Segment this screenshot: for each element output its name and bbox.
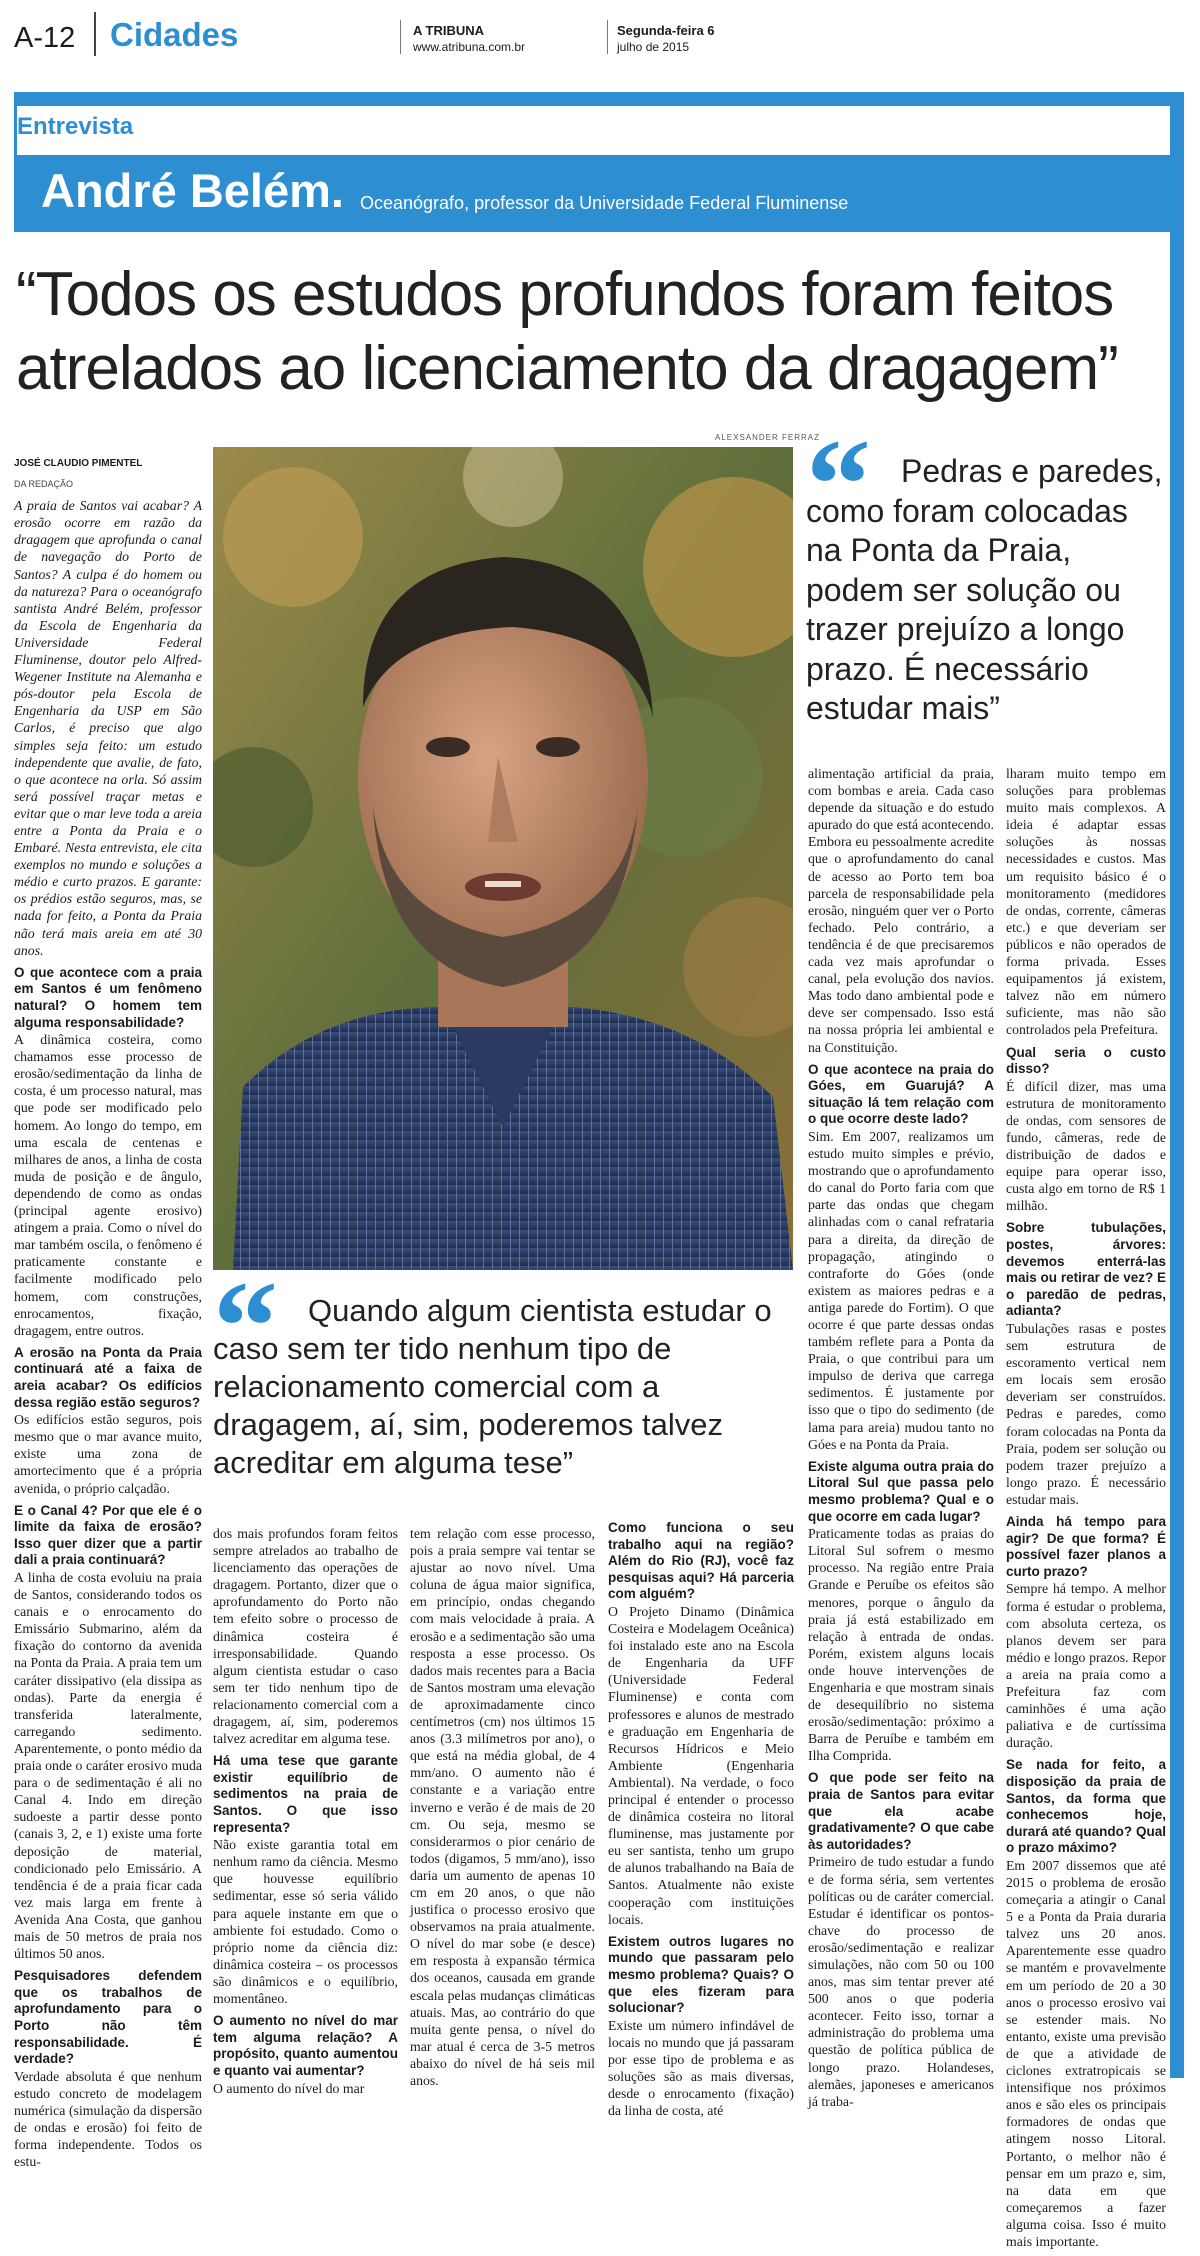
interviewee-banner (17, 155, 1170, 232)
article-column-6 (1006, 765, 1166, 2256)
question: O aumento no nível do mar tem alguma relação? A propósito, quanto aumentou e quanto vai aumentar? (213, 2013, 398, 2078)
header-divider (400, 20, 401, 54)
answer: O aumento do nível do mar (213, 2080, 365, 2096)
publication-url[interactable]: www.atribuna.com.br (413, 40, 526, 54)
answer: Não existe garantia total em nenhum ramo da ciência. Mesmo que houvesse equilíbrio sedimentar, esse só seria válido para aquele instante em que o ambiente foi estudado. Como o próprio nome da ciência diz: dinâmica costeira – os processos são dinâmicos e o equilíbrio, momentâneo. (213, 1837, 398, 2007)
answer: Praticamente todas as praias do Litoral Sul sofrem o mesmo processo. Na região entre Praia Grande e Peruíbe os efeitos são menores, porque o ângulo da praia já está estabilizado em relação à entrada de ondas. Porém, existem alguns locais onde houve intervenções de Engenharia e que mostram sinais de desequilíbrio no sistema erosão/sedimentação: próximo a Barra de Peruíbe e também em Ilha Comprida. (808, 1526, 994, 1764)
answer: Verdade absoluta é que nenhum estudo concreto de modelagem numérica (simulação da dispersão de ondas e erosão) foi feito de forma independente. Todos os estu- (14, 2068, 202, 2170)
question: O que acontece com a praia em Santos é um fenômeno natural? O homem tem alguma responsabilidade? (14, 964, 202, 1030)
article-intro: A praia de Santos vai acabar? A erosão ocorre em razão da dragagem que aprofunda o canal de navegação do Porto de Santos? A culpa é do homem ou da natureza? Para o oceanógrafo santista André Belém, professor da Escola de Engenharia da Universidade Federal Fluminense, doutor pelo Alfred-Wegener Institute na Alemanha e pós-doutor pela Escola de Engenharia da USP em São Carlos, é preciso que algo simples seja feito: um estudo independente que avalie, de fato, o que acontece na orla. Só assim será possível traçar metas e evitar que o mar leve toda a areia entre a Ponta da Praia e o Embaré. Nesta entrevista, ele cita exemplos no mundo e soluções a médio e curto prazos. E garante: os prédios estão seguros, mas, se nada for feito, a Ponta da Praia não terá mais areia em até 30 anos. (14, 498, 202, 958)
quote-mark-icon: “ (806, 413, 871, 557)
frame-top-bar (14, 92, 1184, 106)
page-header (0, 0, 1200, 70)
article-column-5 (808, 765, 994, 2116)
byline-author: JOSÉ CLAUDIO PIMENTEL (14, 458, 143, 469)
answer: A linha de costa evoluiu na praia de Santos, considerando todos os canais e o enrocamento do Emissário Submarino, além da fixação do contorno da avenida na Ponta da Praia. A praia tem um caráter dissipativo (ela dissipa as ondas). Parte da energia é transferida lateralmente, carregando sedimento. Aparentemente, o ponto médio da praia onde o caráter erosivo muda para o de sedimentação é ali no Canal 4. Indo em direção sudoeste a partir desse ponto (canais 3, 2, e 1) existe uma forte deposição de material, condicionado pelo Emissário. A tendência é de a praia ficar cada vez mais larga em frente à Avenida Ana Costa, que ganhou mais de 50 metros de praia nos últimos 50 anos. (14, 1570, 202, 1962)
question: O que acontece na praia do Góes, em Guarujá? A situação lá tem relação com o que ocorre deste lado? (808, 1061, 994, 1127)
question: Se nada for feito, a disposição da praia de Santos, da forma que conhecemos hoje, durará até quando? Qual o prazo máximo? (1006, 1757, 1166, 1856)
header-divider (94, 12, 96, 56)
article-column-2 (213, 1525, 398, 2103)
answer: Sempre há tempo. A melhor forma é estudar o problema, com absoluta certeza, os planos devem ser para médio e longo prazos. Repor a areia na praia como a Prefeitura faz com caminhões é uma ação paliativa e de curtíssima duração. (1006, 1581, 1166, 1751)
answer: Tubulações rasas e postes sem estrutura de escoramento vertical nem em locais sem erosão deveriam ser construídos. Pedras e paredes, como foram colocadas na Ponta da Praia, podem ser solução ou podem trazer prejuízo a longo prazo. É necessário estudar mais. (1006, 1321, 1166, 1507)
issue-date: julho de 2015 (617, 40, 690, 54)
question: Pesquisadores defendem que os trabalhos de aprofundamento para o Porto não têm responsabilidade. É verdade? (14, 1968, 202, 2067)
question: Qual seria o custo disso? (1006, 1044, 1166, 1077)
article-column-3 (410, 1525, 595, 2095)
question: Existe alguma outra praia do Litoral Sul que passa pelo mesmo problema? Qual e o que ocorre em cada lugar? (808, 1458, 994, 1524)
headline: “Todos os estudos profundos foram feitos atrelados ao licenciamento da dragagem” (16, 260, 1118, 403)
quote-mark-icon: “ (213, 1255, 278, 1399)
question: Ainda há tempo para agir? De que forma? É possível fazer planos a curto prazo? (1006, 1514, 1166, 1579)
article-column-4 (608, 1520, 794, 2125)
interviewee-name: André Belém. (41, 164, 344, 217)
article-column-1 (14, 455, 202, 2176)
interviewee-photo (213, 447, 793, 1270)
question: O que pode ser feito na praia de Santos para evitar que ela acabe gradativamente? O que cabe às autoridades? (808, 1770, 994, 1852)
answer: alimentação artificial da praia, com bombas e areia. Cada caso depende da situação e do estudo apurado do que está acontecendo. Embora eu pessoalmente acredite que o aprofundamento do canal de acesso ao Porto tem boa parcela de responsabilidade pela erosão, ninguém quer ver o Porto fechado. Pelo contrário, a tendência é de que precisaremos cada vez mais aprofundar o canal, pela evolução dos navios. Mas todo dano ambiental pode e deve ser compensado. Isso está na nossa própria lei ambiental e na Constituição. (808, 766, 994, 1055)
answer: Os edifícios estão seguros, pois mesmo que o mar avance muito, existe uma zona de amortecimento que é a própria avenida, o próprio calçadão. (14, 1412, 202, 1496)
question: A erosão na Ponta da Praia continuará até a faixa de areia acabar? Os edifícios dessa região estão seguros? (14, 1344, 202, 1410)
answer: O Projeto Dinamo (Dinâmica Costeira e Modelagem Oceânica) foi instalado este ano na Escola de Engenharia da UFF (Universidade Federal Fluminense) e conta com professores e alunos de mestrado e graduação em Engenharia de Recursos Hídricos e Meio Ambiente (Engenharia Ambiental). Na verdade, o foco principal é entender o processo de dinâmica costeira no litoral fluminense, mas justamente por eu ser santista, tenho um grupo de alunos trabalhando na Baía de Santos. Atualmente não existe cooperação com instituições locais. (608, 1603, 794, 1927)
byline-desk: DA REDAÇÃO (14, 479, 74, 490)
frame-right-bar (1170, 92, 1184, 2078)
issue-day: Segunda-feira 6 (617, 23, 715, 38)
question: Como funciona o seu trabalho aqui na região? Além do Rio (RJ), você faz pesquisas aqui? Há parceria com alguém? (608, 1520, 794, 1602)
question: Há uma tese que garante existir equilíbrio de sedimentos na praia de Santos. O que isso representa? (213, 1753, 398, 1835)
question: Existem outros lugares no mundo que passaram pelo mesmo problema? Quais? O que eles fizeram para solucionar? (608, 1933, 794, 2016)
section-title: Cidades (110, 16, 239, 53)
answer: Existe um número infindável de locais no mundo que já passaram por esse tipo de problema e as soluções são as mais diversas, desde o enrocamento (fixação) da linha de costa, até (608, 2017, 794, 2119)
question: E o Canal 4? Por que ele é o limite da faixa de erosão? Isso quer dizer que a partir dali a praia continuará? (14, 1502, 202, 1568)
pullquote-right: Pedras e paredes, como foram colocadas na Ponta da Praia, podem ser solução ou trazer prejuízo a longo prazo. É necessário estudar mais” (806, 453, 1163, 726)
answer: A dinâmica costeira, como chamamos esse processo de erosão/sedimentação da linha de costa, é um processo natural, mas que pode ser modificado pelo homem. Ao longo do tempo, em uma escala de centenas e milhares de anos, a linha de costa muda de posição e de ângulo, dependendo de como as ondas (principal agente erosivo) atingem a praia. Como o nível do mar também oscila, o fenômeno é praticamente constante e facilmente modificado pelo homem, com construções, enrocamentos, fixação, dragagem, entre outros. (14, 1032, 202, 1338)
answer: Primeiro de tudo estudar a fundo e de forma séria, sem vertentes políticas ou de caráter comercial. Estudar é identificar os pontos-chave do processo de erosão/sedimentação e realizar simulações, não com 50 ou 100 anos, mas sim tentar prever até 500 anos o que poderia acontecer. Feito isso, tornar a administração do problema uma questão de política pública de longo prazo. Holandeses, alemães, japoneses e americanos já traba- (808, 1854, 994, 2109)
answer: Sim. Em 2007, realizamos um estudo muito simples e prévio, mostrando que o aprofundamento do canal do Porto faria com que parte das ondas que chegam alinhadas com o canal refrataria para a direita, da direção de propagação, atingindo o contraforte do Góes (onde existem as maiores pedras e a antiga parede do Fortim). O que ocorre é que parte dessas ondas também reflete para a Ponta da Praia, o que contribui para um impulso de deriva que carrega sedimentos. É justamente por isso que o tipo do sedimento (de lama para areia) mudou tanto no Góes e na Ponta da Praia. (808, 1128, 994, 1452)
question: Sobre tubulações, postes, árvores: devemos enterrá-las mais ou retirar de vez? E o paredão de pedras, adianta? (1006, 1220, 1166, 1319)
answer: dos mais profundos foram feitos sempre atrelados ao trabalho de licenciamento das operações de dragagem. Portanto, dizer que o aprofundamento do Porto não tem efeito sobre o processo de dinâmica costeira é irresponsabilidade. Quando algum cientista estudar o caso sem ter tido nenhum tipo de relacionamento comercial com a dragagem, aí, sim, poderemos talvez acreditar em alguma tese. (213, 1526, 398, 1747)
answer: tem relação com esse processo, pois a praia sempre vai tentar se ajustar ao novo nível. Uma coluna de água maior significa, em princípio, ondas chegando com mais velocidade à praia. A erosão e a sedimentação são uma resposta a esse processo. Os dados mais recentes para a Bacia de Santos mostram uma elevação de aproximadamente cinco centímetros (cm) nos últimos 15 anos (3.3 milímetros por ano), o que está na média global, de 4 mm/ano. O aumento não é constante e a variação entre inverno e verão é de mais de 20 cm. Ou seja, mesmo se considerarmos o pior cenário de todos (digamos, 5 mm/ano), isso daria um aumento de apenas 10 cm em 20 anos, o que não justifica o processo erosivo que observamos na praia atualmente. O nível do mar sobe (e desce) em resposta à expansão térmica dos oceanos, causada em grande escala pelas mudanças climáticas atuais. Mas, ao contrário do que muita gente pensa, o nível do mar atual é cerca de 3-5 metros abaixo do nível de há seis mil anos. (410, 1526, 595, 2088)
interviewee-description: Oceanógrafo, professor da Universidade Federal Fluminense (360, 193, 849, 213)
page-number: A-12 (14, 22, 76, 54)
kicker-label: Entrevista (17, 113, 134, 140)
header-divider (607, 20, 608, 54)
photo-credit: ALEXSANDER FERRAZ (715, 433, 821, 442)
pullquote-bottom: Quando algum cientista estudar o caso sem ter tido nenhum tipo de relacionamento comercial com a dragagem, aí, sim, poderemos talvez acreditar em alguma tese” (213, 1293, 772, 1480)
answer: É difícil dizer, mas uma estrutura de monitoramento de ondas, com sensores de fundo, câmeras, rede de distribuição de dados e equipe para operar isso, custa algo em torno de R$ 1 milhão. (1006, 1078, 1166, 1214)
answer: Em 2007 dissemos que até 2015 o problema de erosão começaria a atingir o Canal 5 e a Ponta da Praia duraria talvez uns 20 anos. Aparentemente esse quadro se mantém e provavelmente em um período de 20 a 30 anos o processo erosivo vai se estender mais. No entanto, existe uma previsão de que a atividade de ciclones extratropicais se intensifique nos próximos anos e são eles os principais formadores de ondas que atingem nosso Litoral. Portanto, o melhor não é pensar em um prazo e, sim, na data em que começaremos a fazer alguma coisa. Isso é muito mais importante. (1006, 1857, 1166, 2249)
answer: lharam muito tempo em soluções para problemas muito mais complexos. A ideia é adaptar essas soluções às nossas necessidades e custos. Mas um requisito básico é o monitoramento (medidores de ondas, corrente, câmeras etc.) e que deveriam ser públicos e não operados de forma privada. Esses equipamentos já existem, talvez não em número suficiente, mas não são controlados pela Prefeitura. (1006, 766, 1166, 1038)
publication-name: A TRIBUNA (413, 23, 485, 38)
